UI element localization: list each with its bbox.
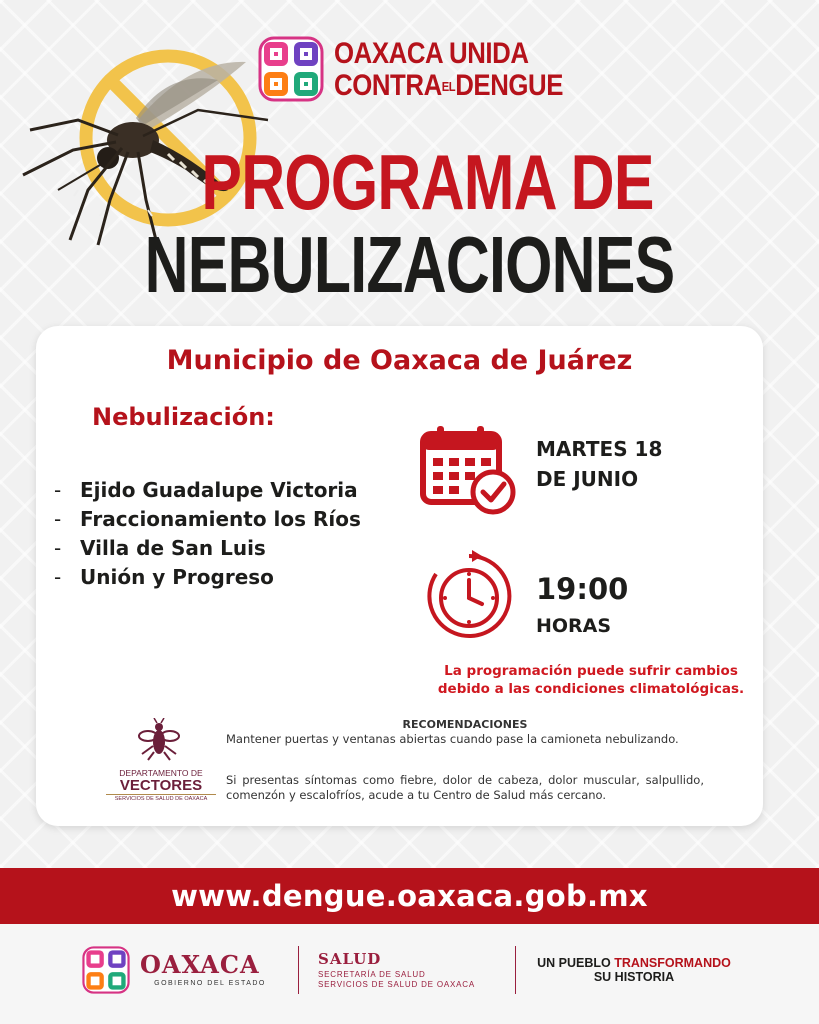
brand-contra: CONTRA bbox=[334, 69, 442, 102]
footer bbox=[0, 924, 819, 1024]
vectores-dept: DEPARTAMENTO DE bbox=[119, 768, 203, 778]
list-item: - Unión y Progreso bbox=[54, 565, 274, 589]
climate-note bbox=[416, 662, 766, 698]
footer-oaxaca: OAXACA bbox=[140, 950, 260, 979]
date-line-2: DE JUNIO bbox=[536, 467, 639, 491]
clock-icon bbox=[424, 548, 514, 640]
brand-line-2 bbox=[334, 70, 563, 103]
campaign-brand-title bbox=[334, 38, 563, 103]
footer-divider bbox=[298, 946, 299, 994]
oaxaca-logo-icon bbox=[258, 36, 324, 102]
date-text bbox=[536, 434, 662, 494]
list-item: - Villa de San Luis bbox=[54, 536, 266, 560]
brand-el: EL bbox=[441, 79, 456, 95]
brand-dengue: DENGUE bbox=[455, 69, 564, 102]
slogan-b: TRANSFORMANDO bbox=[614, 956, 731, 970]
secretaria-line: SECRETARÍA DE SALUD bbox=[318, 970, 426, 979]
places-list bbox=[54, 476, 361, 592]
insect-icon bbox=[136, 718, 182, 762]
servicios-line: SERVICIOS DE SALUD DE OAXACA bbox=[318, 980, 475, 989]
footer-salud: SALUD bbox=[318, 950, 382, 968]
recommendations-title: RECOMENDACIONES bbox=[402, 718, 528, 731]
nebulizacion-label: Nebulización: bbox=[92, 403, 275, 431]
info-card bbox=[36, 326, 763, 826]
oaxaca-logo-icon bbox=[82, 946, 130, 994]
footer-divider bbox=[515, 946, 516, 994]
date-line-1: MARTES 18 bbox=[536, 437, 663, 461]
heading-programa: PROGRAMA DE bbox=[201, 138, 654, 226]
climate-line-2: debido a las condiciones climatológicas. bbox=[437, 681, 745, 697]
time-unit: HORAS bbox=[536, 615, 612, 637]
time-text: 19:00 bbox=[536, 572, 629, 606]
recommendation-1: Mantener puertas y ventanas abiertas cuando pase la camioneta nebulizando. bbox=[226, 732, 679, 746]
vectores-logo bbox=[106, 718, 216, 808]
footer-slogan bbox=[534, 956, 734, 984]
recommendation-2: Si presentas síntomas como fiebre, dolor de cabeza, dolor muscular, salpullido, comenzón y escalofríos, acude a tu Centro de Salud más cercano. bbox=[226, 773, 704, 802]
list-item: - Fraccionamiento los Ríos bbox=[54, 507, 361, 531]
place-name: Unión y Progreso bbox=[80, 565, 274, 589]
municipio-title: Municipio de Oaxaca de Juárez bbox=[166, 345, 633, 376]
climate-line-1: La programación puede sufrir cambios bbox=[444, 663, 738, 679]
slogan-c: SU HISTORIA bbox=[593, 970, 675, 984]
list-item: - Ejido Guadalupe Victoria bbox=[54, 478, 358, 502]
place-name: Villa de San Luis bbox=[80, 536, 266, 560]
vectores-sub: SERVICIOS DE SALUD DE OAXACA bbox=[106, 794, 216, 802]
place-name: Fraccionamiento los Ríos bbox=[80, 507, 361, 531]
vectores-title: VECTORES bbox=[119, 777, 203, 794]
brand-line-1: OAXACA UNIDA bbox=[334, 37, 529, 70]
heading-nebulizaciones: NEBULIZACIONES bbox=[144, 220, 675, 309]
footer-gobierno: GOBIERNO DEL ESTADO bbox=[154, 980, 266, 987]
url-band bbox=[0, 868, 819, 924]
place-name: Ejido Guadalupe Victoria bbox=[80, 478, 358, 502]
footer-secretaria bbox=[318, 970, 475, 990]
website-link[interactable]: www.dengue.oaxaca.gob.mx bbox=[171, 879, 648, 913]
calendar-check-icon bbox=[419, 424, 519, 516]
slogan-a: UN PUEBLO bbox=[537, 956, 615, 970]
